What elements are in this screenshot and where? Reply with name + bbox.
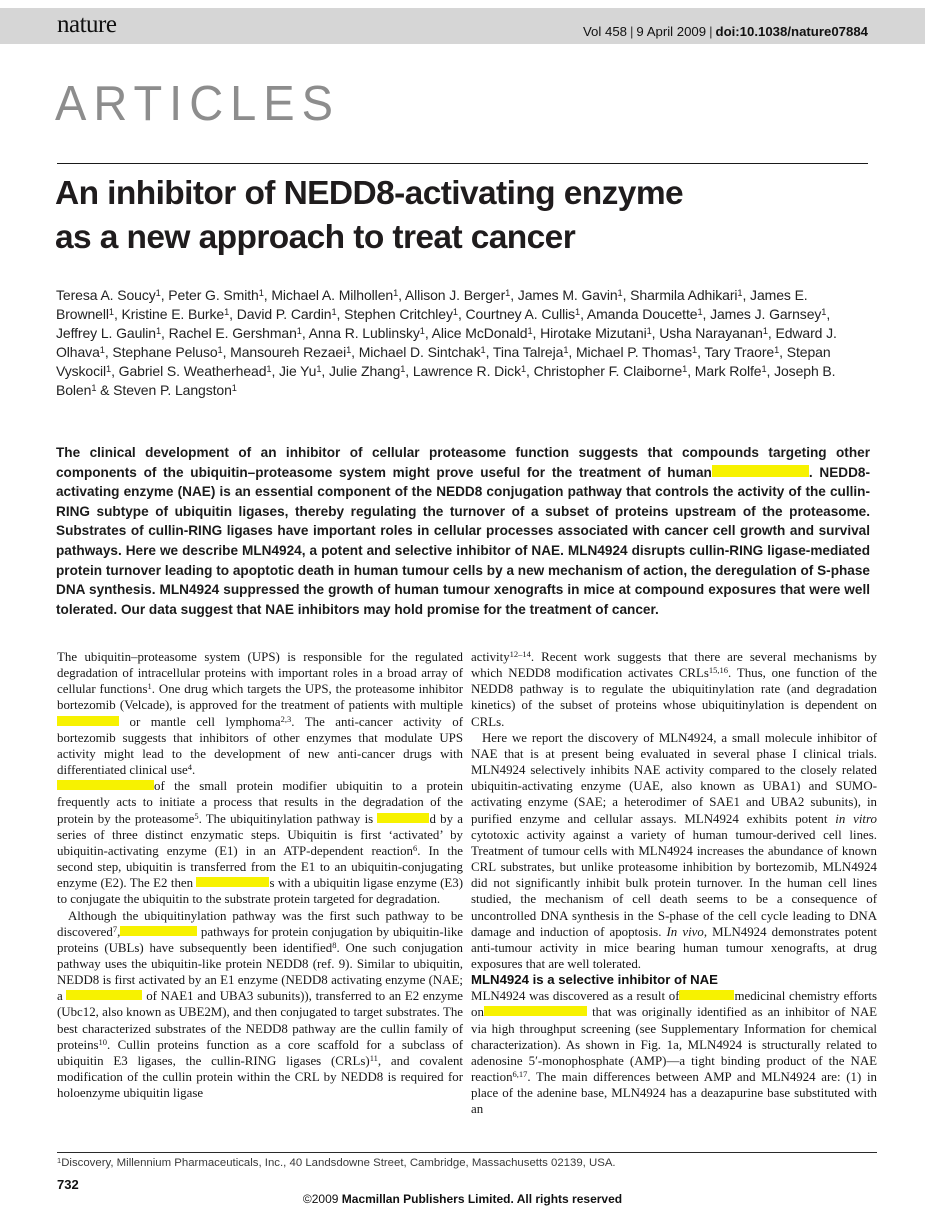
superscript-reference: 1 bbox=[106, 363, 112, 374]
superscript-reference: 1 bbox=[575, 306, 581, 317]
superscript-reference: 4 bbox=[187, 762, 193, 773]
article-title bbox=[55, 172, 885, 259]
superscript-reference: 1 bbox=[400, 363, 406, 374]
nature-journal-logo: nature bbox=[57, 11, 117, 38]
footnote-divider-rule bbox=[57, 1152, 877, 1153]
superscript-reference: 8 bbox=[332, 939, 337, 950]
superscript-reference: 10 bbox=[98, 1036, 108, 1047]
italic-text: In vivo bbox=[666, 924, 704, 939]
superscript-reference: 1 bbox=[156, 325, 162, 336]
superscript-reference: 5 bbox=[194, 810, 199, 821]
superscript-reference: 1 bbox=[646, 325, 652, 336]
superscript-reference: 1 bbox=[762, 325, 768, 336]
redaction-highlight bbox=[120, 926, 197, 936]
author-list: Teresa A. Soucy$^1$, Peter G. Smith$^1$, Michael A. Milhollen$^1$, Allison J. Berger$^1$, James M. Gavin$^1$, Sharmila Adhikari$^1$, James E. Brownell$^1$, Kristine E. Burke$^1$, David P. Cardin$^1$, Stephen Critchley$^1$, Courtney A. Cullis$^1$, Amanda Doucette$^1$, James J. Garnsey$^1$, Jeffrey L. Gaulin$^1$, Rachel E. Gershman$^1$, Anna R. Lublinsky$^1$, Alice McDonald$^1$, Hirotake Mizutani$^1$, Usha Narayanan$^1$, Edward J. Olhava$^1$, Stephane Peluso$^1$, Mansoureh Rezaei$^1$, Michael D. Sintchak$^1$, Tina Talreja$^1$, Michael P. Thomas$^1$, Tary Traore$^1$, Stepan Vyskocil$^1$, Gabriel S. Weatherhead$^1$, Jie Yu$^1$, Julie Zhang$^1$, Lawrence R. Dick$^1$, Christopher F. Claiborne$^1$, Mark Rolfe$^1$, Joseph B. Bolen$^1$ & Steven P. Langston$^1$ bbox=[56, 287, 837, 398]
redaction-highlight bbox=[196, 877, 269, 887]
volume-label: Vol 458 bbox=[582, 24, 627, 39]
copyright-text: Macmillan Publishers Limited. All rights reserved bbox=[341, 1192, 623, 1206]
title-line-1: An inhibitor of NEDD8-activating enzyme bbox=[55, 175, 684, 212]
separator: | bbox=[709, 24, 713, 39]
title-line-2: as a new approach to treat cancer bbox=[55, 218, 576, 256]
superscript-reference: 6,17 bbox=[512, 1069, 528, 1080]
superscript-reference: 1 bbox=[224, 306, 230, 317]
copyright-year: ©2009 bbox=[302, 1192, 342, 1206]
superscript-reference: 1 bbox=[316, 363, 322, 374]
redaction-highlight bbox=[66, 990, 142, 1000]
paragraph: The ubiquitin–proteasome system (UPS) is responsible for the regulated degradation of intracellular proteins with important roles in a broad array of cellular functions$^1$. One drug which targets the UPS, the proteasome inhibitor bortezomib (Velcade), is approved for the treatment of patients with multiple or mantle cell lymphoma$^{2,3}$. The anti-cancer activity of bortezomib suggests that inhibitors of other enzymes that modulate UPS activity might lead to the development of new anti-cancer drugs with differentiated clinical use$^4$. bbox=[57, 650, 463, 778]
paragraph: activity$^{12-14}$. Recent work suggests that there are several mechanisms by which NEDD8 modification activates CRLs$^{15,16}$. Thus, one function of the NEDD8 pathway is to regulate the ubiquitinylation rate (and degradation kinetics) of the subset of proteins whose ubiquitinylation is dependent on CRLs. bbox=[471, 649, 877, 729]
affiliation-footnote: $^1$Discovery, Millennium Pharmaceuticals, Inc., 40 Landsdowne Street, Cambridge, Massachusetts 02139, USA. bbox=[57, 1155, 616, 1169]
superscript-reference: 1 bbox=[108, 306, 114, 317]
superscript-reference: 1 bbox=[57, 1155, 62, 1165]
redaction-highlight bbox=[377, 813, 429, 823]
superscript-reference: 1 bbox=[296, 325, 302, 336]
superscript-reference: 1 bbox=[527, 325, 533, 336]
superscript-reference: 1 bbox=[617, 287, 623, 298]
superscript-reference: 2,3 bbox=[280, 713, 292, 724]
superscript-reference: 1 bbox=[452, 306, 458, 317]
superscript-reference: 6 bbox=[412, 843, 418, 854]
superscript-reference: 7 bbox=[112, 923, 118, 934]
section-heading: MLN4924 is a selective inhibitor of NAE bbox=[471, 972, 718, 988]
doi-text: doi:10.1038/nature07884 bbox=[715, 24, 868, 39]
superscript-reference: 1 bbox=[258, 287, 264, 298]
page-number: 732 bbox=[57, 1177, 79, 1192]
redaction-highlight bbox=[712, 465, 809, 476]
issue-date: 9 April 2009 bbox=[636, 24, 707, 39]
body-right-column bbox=[471, 649, 877, 1118]
superscript-reference: 1 bbox=[266, 363, 272, 374]
superscript-reference: 1 bbox=[419, 325, 425, 336]
copyright-notice bbox=[0, 1192, 925, 1206]
superscript-reference: 15,16 bbox=[708, 665, 729, 676]
separator: | bbox=[629, 24, 634, 39]
superscript-reference: 12–14 bbox=[509, 649, 531, 660]
superscript-reference: 1 bbox=[692, 344, 698, 355]
page-header bbox=[0, 8, 925, 44]
superscript-reference: 1 bbox=[505, 287, 511, 298]
superscript-reference: 1 bbox=[761, 363, 767, 374]
redaction-highlight bbox=[679, 990, 734, 1000]
superscript-reference: 1 bbox=[346, 344, 352, 355]
superscript-reference: 1 bbox=[147, 681, 152, 692]
superscript-reference: 1 bbox=[563, 344, 569, 355]
articles-section-banner: ARTICLES bbox=[55, 75, 340, 131]
redaction-highlight bbox=[484, 1006, 587, 1016]
superscript-reference: 1 bbox=[155, 287, 161, 298]
volume-doi-info bbox=[583, 24, 868, 39]
superscript-reference: 1 bbox=[331, 306, 337, 317]
italic-text: in vitro bbox=[835, 811, 877, 826]
superscript-reference: 1 bbox=[231, 382, 237, 393]
abstract-paragraph: The clinical development of an inhibitor of cellular proteasome function suggests that compounds targeting other components of the ubiquitin–proteasome system might prove useful for the treatment of human . NEDD8-activating enzyme (NAE) is an essential component of the NEDD8 conjugation pathway that controls the activity of the cullin-RING subtype of ubiquitin ligases, thereby regulating the turnover of a subset of proteins upstream of the proteasome. Substrates of cullin-RING ligases have important roles in cellular processes associated with cancer cell growth and survival pathways. Here we describe MLN4924, a potent and selective inhibitor of NAE. MLN4924 disrupts cullin-RING ligase-mediated protein turnover leading to apoptotic death in human tumour cells by a new mechanism of action, the deregulation of S-phase DNA synthesis. MLN4924 suppressed the growth of human tumour xenografts in mice at compound exposures that were well tolerated. Our data suggest that NAE inhibitors may hold promise for the treatment of cancer. bbox=[56, 445, 870, 617]
redaction-highlight bbox=[57, 716, 119, 726]
superscript-reference: 1 bbox=[91, 382, 97, 393]
superscript-reference: 1 bbox=[480, 344, 486, 355]
superscript-reference: 1 bbox=[520, 363, 527, 374]
superscript-reference: 1 bbox=[737, 287, 743, 298]
superscript-reference: 11 bbox=[369, 1053, 378, 1064]
paragraph: Here we report the discovery of MLN4924, a small molecule inhibitor of NAE that is at present being evaluated in several phase I clinical trials. MLN4924 selectively inhibits NAE activity compared to the closely related ubiquitin-activating enzyme (UAE, also known as UBA1) and SUMO-activating enzyme (SAE; a heterodimer of SAE1 and UBA2 subunits), in purified enzyme and cellular assays. MLN4924 exhibits potent in vitro cytotoxic activity against a variety of human tumour-derived cell lines. Treatment of tumour cells with MLN4924 increases the abundance of known CRL substrates, but unlike proteasome inhibition by bortezomib, MLN4924 did not significantly inhibit bulk protein turnover. In the human cell lines studied, the mechanism of cell death seems to be a consequence of uncontrolled DNA synthesis in the S-phase of the cell cycle leading to DNA damage and induction of apoptosis. In vivo, MLN4924 demonstrates potent anti-tumour activity in mice bearing human tumour xenografts, at drug exposures that are well tolerated. bbox=[471, 730, 877, 971]
superscript-reference: 1 bbox=[99, 344, 105, 355]
paragraph: Although the ubiquitinylation pathway was the first such pathway to be discovered$^7$, pathways for protein conjugation by ubiquitin-like proteins (UBLs) have subsequently been identified$^8$. One such conjugation pathway uses the ubiquitin-like protein NEDD8 (ref. 9). Similar to ubiquitin, NEDD8 is first activated by an E1 enzyme (NEDD8 activating enzyme (NAE; a of NAE1 and UBA3 subunits)), transferred to an E2 enzyme (Ubc12, also known as UBE2M), and then conjugated to target substrates. The best characterized substrates of the NEDD8 pathway are the cullin family of proteins$^{10}$. Cullin proteins function as a core scaffold for a subclass of ubiquitin E3 ligases, the cullin-RING ligases (CRLs)$^{11}$, and covalent modification of the cullin protein within the CRL by NEDD8 is required for holoenzyme ubiquitin ligase bbox=[57, 908, 464, 1101]
paragraph: MLN4924 was discovered as a result of medicinal chemistry efforts on that was originally identified as an inhibitor of NAE via high throughput screening (see Supplementary Information for chemical characterization). As shown in Fig. 1a, MLN4924 is structurally related to adenosine 5′-monophosphate (AMP)—a tight binding product of the NAE reaction$^{6,17}$. The main differences between AMP and MLN4924 are: (1) in place of the adenine base, MLN4924 has a deazapurine base substituted with an bbox=[471, 989, 877, 1117]
superscript-reference: 1 bbox=[393, 287, 399, 298]
body-left-column bbox=[57, 649, 463, 1101]
title-divider-rule bbox=[57, 163, 868, 164]
superscript-reference: 1 bbox=[697, 306, 703, 317]
superscript-reference: 1 bbox=[682, 363, 688, 374]
redaction-highlight bbox=[57, 780, 154, 790]
superscript-reference: 1 bbox=[821, 306, 827, 317]
superscript-reference: 1 bbox=[774, 344, 780, 355]
superscript-reference: 1 bbox=[217, 344, 223, 355]
paragraph: of the small protein modifier ubiquitin to a protein frequently acts to initiate a process that results in the degradation of the protein by the proteasome$^5$. The ubiquitinylation pathway is d by a series of three distinct enzymatic steps. Ubiquitin is first ‘activated’ by ubiquitin-activating enzyme (E1) in an ATP-dependent reaction$^6$. In the second step, ubiquitin is transferred from the E1 to an ubiquitin-conjugating enzyme (E2). The E2 then s with a ubiquitin ligase enzyme (E3) to conjugate the ubiquitin to the substrate protein targeted for degradation. bbox=[57, 779, 463, 907]
